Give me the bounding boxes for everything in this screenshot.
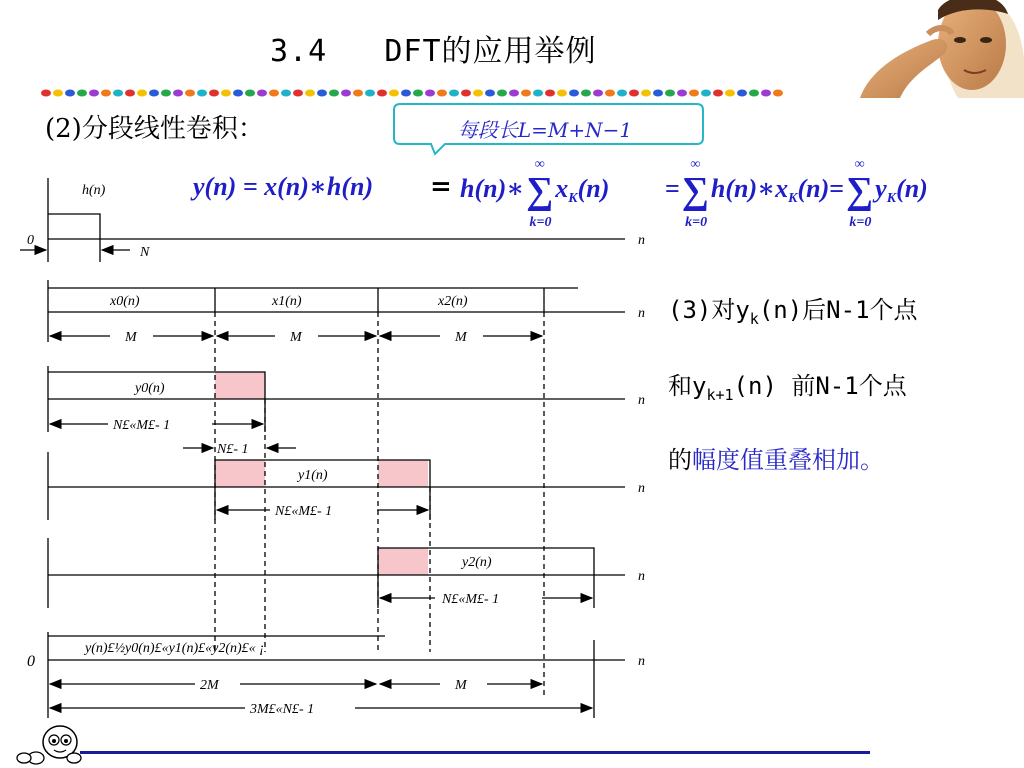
- divider-dot: [485, 90, 495, 97]
- rhs-equals: =: [665, 174, 680, 203]
- x0-label: x0(n): [110, 294, 140, 309]
- divider-dot: [341, 90, 351, 97]
- divider-dot: [521, 90, 531, 97]
- divider-dot: [761, 90, 771, 97]
- M-label-3: M: [455, 330, 467, 345]
- slide-title: 3.4 DFT的应用举例: [270, 34, 597, 69]
- subheading: (2)分段线性卷积：: [45, 114, 264, 144]
- divider-dot: [65, 90, 75, 97]
- divider-dot: [353, 90, 363, 97]
- n-label-3: n: [638, 393, 645, 408]
- divider-dot: [221, 90, 231, 97]
- expand-prefix: h(n)∗: [460, 174, 525, 203]
- y1-label: y1(n): [298, 468, 328, 483]
- divider-dot: [569, 90, 579, 97]
- bottom-rule: [80, 751, 870, 754]
- divider-dot: [689, 90, 699, 97]
- divider-dot: [641, 90, 651, 97]
- n-label-1: n: [638, 233, 645, 248]
- divider-dot: [737, 90, 747, 97]
- man-thinking-photo: [840, 0, 1024, 98]
- origin-label: 0: [27, 233, 34, 248]
- divider-dot: [53, 90, 63, 97]
- divider-dot: [653, 90, 663, 97]
- note-line-3: 的幅度值重叠相加。: [668, 446, 884, 474]
- divider-dot: [173, 90, 183, 97]
- sum-lower-limit: k=0: [529, 215, 552, 230]
- total-length-label: 3M£«N£- 1: [250, 702, 315, 717]
- divider-dot: [749, 90, 759, 97]
- rhs-term-2: $y_K(n)$: [875, 174, 928, 206]
- divider-dot: [725, 90, 735, 97]
- divider-dot: [233, 90, 243, 97]
- h-pulse: [48, 214, 100, 262]
- divider-dot: [149, 90, 159, 97]
- divider-dot: [389, 90, 399, 97]
- note-highlight: 幅度值重叠相加。: [692, 446, 884, 474]
- divider-dot: [629, 90, 639, 97]
- divider-dot: [317, 90, 327, 97]
- x1-label: x1(n): [272, 294, 302, 309]
- callout-text: 每段长L=M+N−1: [457, 118, 633, 142]
- divider-dot: [437, 90, 447, 97]
- divider-dot: [377, 90, 387, 97]
- rhs-equals-2: =: [829, 174, 845, 203]
- y2-label: y2(n): [462, 555, 492, 570]
- sum-upper-limit: ∞: [534, 157, 545, 172]
- divider-dot: [77, 90, 87, 97]
- divider-dot: [605, 90, 615, 97]
- divider-dot: [197, 90, 207, 97]
- divider-dot: [89, 90, 99, 97]
- equals-sign: =: [430, 172, 452, 202]
- h-label: h(n): [82, 183, 106, 198]
- divider-dot: [209, 90, 219, 97]
- divider-dot: [497, 90, 507, 97]
- convolution-formula: y(n) = x(n)∗h(n): [193, 172, 374, 201]
- cartoon-mascot-icon: [12, 724, 84, 766]
- note-line-1: (3)对$y_k(n)$后N-1个点: [668, 296, 918, 328]
- divider-dot: [101, 90, 111, 97]
- overlap-add-diagram: [0, 170, 660, 730]
- divider-dot: [593, 90, 603, 97]
- twoM-label: 2M: [200, 678, 219, 693]
- M-label-1: M: [125, 330, 137, 345]
- origin-label-2: 0: [27, 653, 35, 670]
- divider-dot: [581, 90, 591, 97]
- y1-length-label: N£«M£- 1: [275, 504, 333, 519]
- divider-dot: [161, 90, 171, 97]
- expand-term: $x_K(n)$: [555, 174, 610, 206]
- y0-length-label: N£«M£- 1: [113, 418, 171, 433]
- divider-dot: [773, 90, 783, 97]
- n-label-2: n: [638, 306, 645, 321]
- divider-dot: [401, 90, 411, 97]
- sum-symbol-2: ∑ ∞ k=0: [681, 157, 709, 230]
- divider-dot: [713, 90, 723, 97]
- divider-dot: [677, 90, 687, 97]
- divider-dot: [245, 90, 255, 97]
- divider-dot: [329, 90, 339, 97]
- sum-label: y(n)£½y0(n)£«y1(n)£«y2(n)£« ¡: [85, 641, 265, 656]
- divider-dot: [449, 90, 459, 97]
- y0-label: y0(n): [135, 381, 165, 396]
- divider-dot: [545, 90, 555, 97]
- N-label: N: [140, 245, 150, 260]
- divider-dot: [269, 90, 279, 97]
- divider-dot: [473, 90, 483, 97]
- divider-dot: [665, 90, 675, 97]
- divider-dot: [533, 90, 543, 97]
- M-label-2: M: [290, 330, 302, 345]
- sum-symbol-3: ∑ ∞ k=0: [846, 157, 874, 230]
- divider-dot: [185, 90, 195, 97]
- n-label-6: n: [638, 654, 645, 669]
- divider-dot: [305, 90, 315, 97]
- divider-dot: [461, 90, 471, 97]
- divider-dot: [293, 90, 303, 97]
- sum-symbol: ∑ ∞ k=0: [526, 172, 553, 210]
- divider-dot: [365, 90, 375, 97]
- y2-length-label: N£«M£- 1: [442, 592, 500, 607]
- divider-dot: [125, 90, 135, 97]
- divider-dot: [281, 90, 291, 97]
- x2-label: x2(n): [438, 294, 468, 309]
- divider-dot: [257, 90, 267, 97]
- n-label-4: n: [638, 481, 645, 496]
- divider-dot: [113, 90, 123, 97]
- note-line-2: 和$y_{k+1}(n)$ 前N-1个点: [668, 372, 907, 404]
- rhs-term-1: $h(n)∗x_K(n)$: [710, 174, 830, 206]
- divider-dot: [137, 90, 147, 97]
- n-label-5: n: [638, 569, 645, 584]
- divider-dot: [617, 90, 627, 97]
- divider-dot: [557, 90, 567, 97]
- divider-dot: [701, 90, 711, 97]
- divider-dot: [425, 90, 435, 97]
- divider-dot: [509, 90, 519, 97]
- divider-dot: [41, 90, 51, 97]
- M-label-4: M: [455, 678, 467, 693]
- overlap-length-label: N£- 1: [217, 442, 249, 457]
- result-formula: [665, 157, 928, 230]
- divider-dot: [413, 90, 423, 97]
